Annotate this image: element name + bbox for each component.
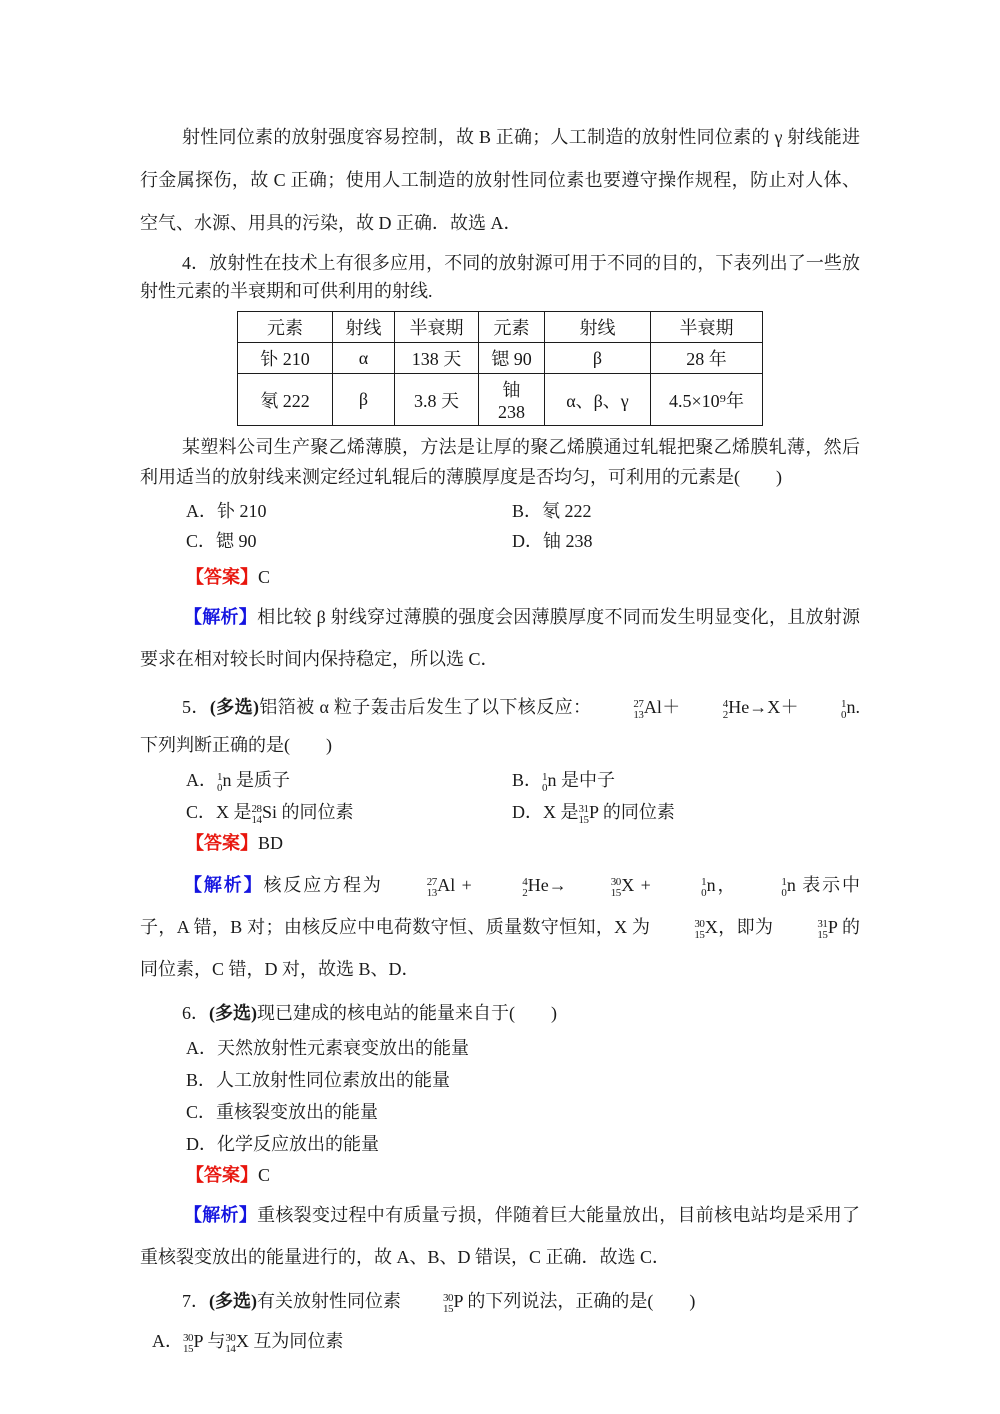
nuclide-n bbox=[542, 770, 557, 794]
table-header-cell: 射线 bbox=[545, 312, 651, 343]
nuclide-numbers: 31 15 bbox=[817, 918, 828, 941]
q6-stem bbox=[140, 998, 860, 1028]
nuclide-P bbox=[183, 1331, 203, 1355]
nuclide-numbers: 31 15 bbox=[578, 803, 589, 826]
table-cell: β bbox=[333, 374, 395, 426]
nuclide-He bbox=[681, 697, 750, 721]
table-cell: 铀 238 bbox=[479, 374, 545, 426]
nuclide-symbol: P bbox=[589, 802, 599, 822]
table-cell: 4.5×10⁹年 bbox=[651, 374, 763, 426]
nuclide-numbers: 30 15 bbox=[443, 1292, 453, 1315]
q6-option-d: D．化学反应放出的能量 bbox=[186, 1134, 379, 1154]
nuclide-symbol: He bbox=[728, 697, 750, 717]
nuclide-numbers: 30 15 bbox=[183, 1332, 193, 1355]
q6-analysis bbox=[140, 1194, 860, 1278]
table-cell: α、β、γ bbox=[545, 374, 651, 426]
analysis-label: 【解析】 bbox=[184, 1205, 258, 1225]
q6-option-b: B．人工放射性同位素放出的能量 bbox=[186, 1070, 451, 1090]
answer-value: C bbox=[258, 567, 271, 587]
nuclide-symbol: n bbox=[222, 770, 232, 790]
table-header-cell: 半衰期 bbox=[395, 312, 479, 343]
nuclide-symbol: X bbox=[704, 917, 718, 937]
nuclide-numbers: 1 0 bbox=[217, 771, 222, 794]
intro-analysis-continuation: 射性同位素的放射强度容易控制，故 B 正确；人工制造的放射性同位素的 γ 射线能进行金属探伤，故 C 正确；使用人工制造的放射性同位素也要遵守操作规程，防止对人体、空气、水源、用具的污染，故 D 正确．故选 A． bbox=[140, 127, 860, 233]
analysis-text: 核反应方程为 27 13 Al + 4 2 He→ 30 15 X + 1 0 n， 1 0 n 表示中子，A 错，B 对；由核反应中电荷数守恒、质量数守恒知，X 为 30 15 X，即为 31 15 P 的同位素，C 错，D 对，故选 B、D． bbox=[140, 875, 861, 979]
nuclide-He bbox=[478, 875, 549, 899]
nuclide-P bbox=[401, 1291, 463, 1315]
analysis-text: 重核裂变过程中有质量亏损，伴随着巨大能量放出，目前核电站均是采用了重核裂变放出的能量进行的，故 A、B、D 错误，C 正确．故选 C． bbox=[140, 1205, 861, 1267]
nuclide-X bbox=[225, 1331, 249, 1355]
answer-label: 【答案】 bbox=[186, 1165, 258, 1185]
table-row bbox=[238, 374, 763, 426]
analysis-text: 相比较 β 射线穿过薄膜的强度会因薄膜厚度不同而发生明显变化，且放射源要求在相对较长时间内保持稳定，所以选 C． bbox=[140, 607, 861, 669]
nuclide-symbol: He bbox=[527, 875, 549, 895]
nuclide-numbers: 1 0 bbox=[701, 876, 707, 899]
answer-label: 【答案】 bbox=[186, 567, 258, 587]
q5-stem-text: 铝箔被 α 粒子轰击后发生了以下核反应： 27 13 Al＋ 4 2 He→X＋ 1 0 n.下列判断正确的是( ) bbox=[140, 697, 861, 755]
nuclide-symbol: n bbox=[786, 875, 796, 895]
multi-select-tag: (多选) bbox=[209, 1003, 257, 1023]
q4-option-a: A．钋 210 bbox=[186, 501, 267, 521]
table-cell: 锶 90 bbox=[479, 343, 545, 374]
nuclide-numbers: 30 15 bbox=[610, 876, 621, 899]
q5-options bbox=[140, 764, 860, 828]
nuclide-symbol: Si bbox=[262, 802, 278, 822]
q4-answer-line bbox=[140, 562, 860, 592]
answer-value: BD bbox=[258, 833, 284, 853]
q5-answer-line bbox=[140, 828, 860, 858]
nuclide-symbol: X bbox=[235, 1331, 249, 1351]
nuclide-numbers: 30 15 bbox=[694, 918, 705, 941]
nuclide-numbers: 28 14 bbox=[251, 803, 262, 826]
table-cell: 3.8 天 bbox=[395, 374, 479, 426]
q4-stem: 4．放射性在技术上有很多应用，不同的放射源可用于不同的目的，下表列出了一些放射性元素的半衰期和可供利用的射线. bbox=[140, 253, 860, 301]
q5-option-b: B． 1 0 n 是中子 bbox=[512, 770, 616, 794]
analysis-label: 【解析】 bbox=[184, 875, 264, 895]
nuclide-symbol: Al bbox=[437, 875, 456, 895]
nuclide-X bbox=[567, 875, 635, 899]
nuclide-numbers: 27 13 bbox=[633, 698, 644, 721]
answer-value: C bbox=[258, 1165, 271, 1185]
nuclide-symbol: X bbox=[621, 875, 635, 895]
q7-option-a: A． 30 15 P 与 30 14 X 互为同位素 bbox=[152, 1331, 344, 1355]
q5-option-c: C．X 是 28 14 Si 的同位素 bbox=[186, 802, 354, 826]
nuclide-n bbox=[217, 770, 232, 794]
q4-options bbox=[140, 496, 860, 556]
nuclide-numbers: 1 0 bbox=[542, 771, 548, 794]
table-header-cell: 元素 bbox=[479, 312, 545, 343]
nuclide-X bbox=[650, 917, 718, 941]
nuclide-numbers: 4 2 bbox=[522, 876, 528, 899]
q4-option-b: B．氡 222 bbox=[512, 501, 592, 521]
nuclide-Al bbox=[383, 875, 456, 899]
table-row bbox=[238, 343, 763, 374]
multi-select-tag: (多选) bbox=[209, 697, 259, 717]
nuclide-numbers: 30 14 bbox=[225, 1332, 236, 1355]
nuclide-symbol: Al bbox=[643, 697, 662, 717]
nuclide-symbol: P bbox=[193, 1331, 203, 1351]
nuclide-P bbox=[773, 917, 838, 941]
nuclide-symbol: P bbox=[453, 1291, 463, 1311]
table-cell: α bbox=[333, 343, 395, 374]
nuclide-Si bbox=[251, 802, 278, 826]
table-cell: 钋 210 bbox=[238, 343, 333, 374]
table-header-row bbox=[238, 312, 763, 343]
q5-stem bbox=[140, 688, 860, 764]
nuclide-numbers: 1 0 bbox=[781, 876, 787, 899]
q5-option-a: A． 1 0 n 是质子 bbox=[186, 770, 290, 794]
nuclide-symbol: n bbox=[706, 875, 716, 895]
question-number: 7． bbox=[182, 1291, 209, 1311]
nuclide-Al bbox=[591, 697, 662, 721]
question-number: 5． bbox=[182, 697, 210, 717]
halflife-table bbox=[237, 311, 763, 426]
q6-option-c: C．重核裂变放出的能量 bbox=[186, 1102, 379, 1122]
q4-analysis bbox=[140, 596, 860, 680]
table-cell: 28 年 bbox=[651, 343, 763, 374]
answer-label: 【答案】 bbox=[186, 833, 258, 853]
nuclide-numbers: 1 0 bbox=[841, 698, 847, 721]
q6-options bbox=[140, 1032, 860, 1160]
table-cell: 氡 222 bbox=[238, 374, 333, 426]
question-number: 6． bbox=[182, 1003, 209, 1023]
nuclide-P bbox=[578, 802, 599, 826]
nuclide-numbers: 27 13 bbox=[426, 876, 437, 899]
nuclide-n bbox=[657, 875, 716, 899]
nuclide-n bbox=[799, 697, 856, 721]
q7-stem bbox=[140, 1286, 860, 1316]
multi-select-tag: (多选) bbox=[209, 1291, 257, 1311]
analysis-label: 【解析】 bbox=[184, 607, 258, 627]
nuclide-n bbox=[737, 875, 796, 899]
table-cell: β bbox=[545, 343, 651, 374]
q6-answer-line bbox=[140, 1160, 860, 1190]
table-header-cell: 元素 bbox=[238, 312, 333, 343]
nuclide-symbol: P bbox=[827, 917, 838, 937]
table-header-cell: 射线 bbox=[333, 312, 395, 343]
table-cell: 138 天 bbox=[395, 343, 479, 374]
q5-option-d: D．X 是 31 15 P 的同位素 bbox=[512, 802, 675, 826]
q5-analysis bbox=[140, 864, 860, 990]
q4-option-c: C．锶 90 bbox=[186, 531, 257, 551]
q4-option-d: D．铀 238 bbox=[512, 531, 593, 551]
q6-option-a: A．天然放射性元素衰变放出的能量 bbox=[186, 1038, 469, 1058]
nuclide-numbers: 4 2 bbox=[722, 698, 728, 721]
q7-stem-text: 有关放射性同位素 30 15 P 的下列说法，正确的是( ) bbox=[257, 1291, 696, 1315]
nuclide-symbol: n bbox=[846, 697, 856, 717]
q6-stem-text: 现已建成的核电站的能量来自于( ) bbox=[257, 1003, 557, 1023]
q4-description: 某塑料公司生产聚乙烯薄膜，方法是让厚的聚乙烯膜通过轧辊把聚乙烯膜轧薄，然后利用适当的放射线来测定经过轧辊后的薄膜厚度是否均匀，可利用的元素是( ) bbox=[140, 437, 860, 487]
nuclide-symbol: n bbox=[547, 770, 557, 790]
table-header-cell: 半衰期 bbox=[651, 312, 763, 343]
